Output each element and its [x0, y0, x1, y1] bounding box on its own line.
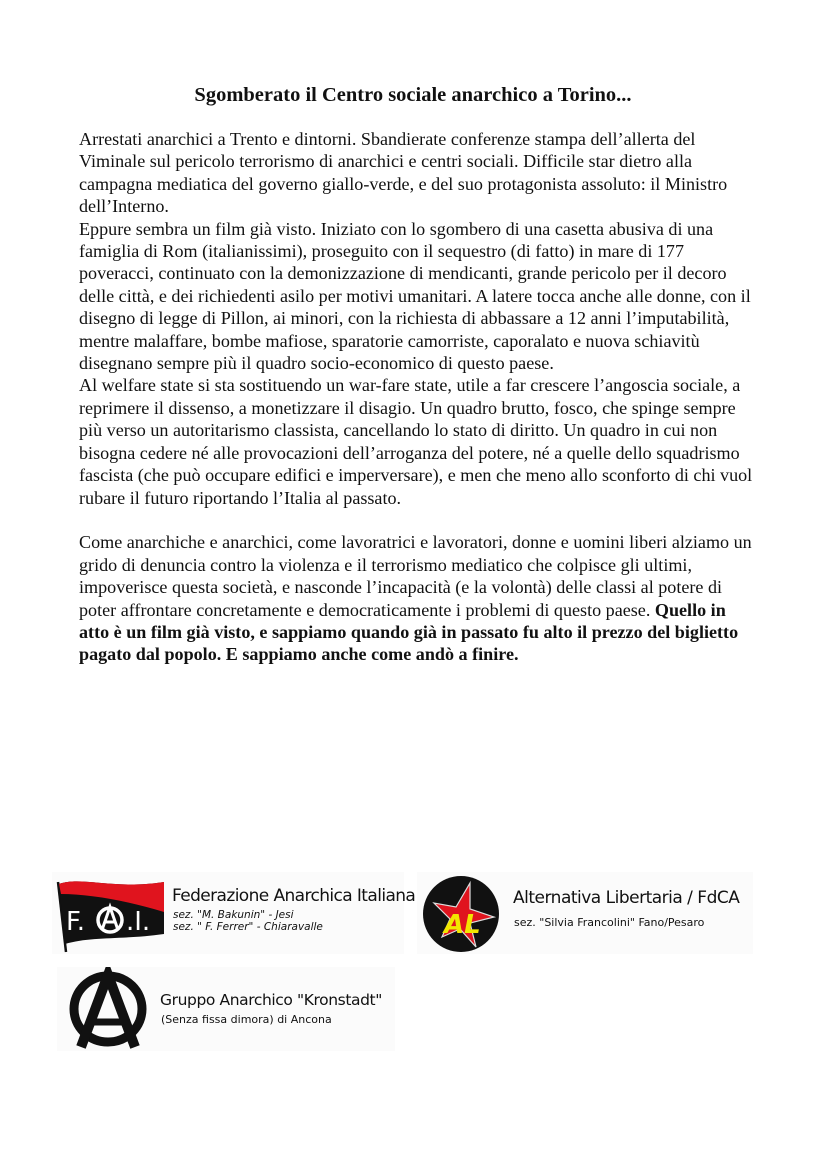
al-logo [417, 872, 753, 954]
anarchy-a-icon [63, 967, 153, 1051]
svg-text:.I.: .I. [126, 907, 151, 937]
fai-flag-text: F. [66, 907, 86, 937]
fai-line-2: sez. " F. Ferrer" - Chiaravalle [173, 921, 323, 933]
paragraph-gap [79, 509, 759, 531]
paragraph-4 [79, 531, 759, 665]
al-name: Alternativa Libertaria / FdCA [513, 888, 740, 908]
fai-name: Federazione Anarchica Italiana [172, 886, 416, 906]
document-title: Sgomberato il Centro sociale anarchico a Torino... [194, 84, 632, 106]
fai-flag-icon [52, 872, 172, 954]
paragraph-3: Al welfare state si sta sostituendo un war-fare state, utile a far crescere l’angoscia sociale, a reprimere il dissenso, a monetizzare il disagio. Un quadro brutto, fosco, che spinge sempre più verso un autoritarismo classista, cancellando lo stato di diritto. Un quadro in cui non bisogna cedere né alle provocazioni dell’arroganza del potere, né a quelle dello squadrismo fascista (che può occupare edifici e imperversare), e men che meno allo sconforto di chi vuol rubare il futuro riportando l’Italia al passato. [79, 375, 753, 508]
al-line-1: sez. "Silvia Francolini" Fano/Pesaro [514, 916, 705, 929]
al-badge-text: AL [444, 910, 481, 940]
document-body [79, 128, 759, 666]
paragraph-1: Arrestati anarchici a Trento e dintorni. Sbandierate conferenze stampa dell’allerta del Viminale sul pericolo terrorismo di anarchici e centri sociali. Difficile star dietro alla campagna mediatica del governo giallo-verde, e del suo protagonista assoluto: il Ministro dell’Interno. [79, 129, 728, 217]
kronstadt-logo [57, 967, 395, 1051]
paragraph-4-bold: Quello in atto è un film già visto, e sappiamo quando già in passato fu alto il prezzo del biglietto pagato dal popolo. E sappiamo anche come andò a finire. [79, 599, 739, 665]
paragraph-4-regular: Come anarchiche e anarchici, come lavoratrici e lavoratori, donne e uomini liberi alziamo un grido di denuncia contro la violenza e il terrorismo mediatico che colpisce gli ultimi, impoverisce questa società, e nasconde l’incapacità (e la volontà) delle classi al potere di poter affrontare concretamente e democraticamente i problemi di questo paese. [79, 532, 752, 620]
kronstadt-name: Gruppo Anarchico "Kronstadt" [160, 991, 382, 1009]
fai-line-1: sez. "M. Bakunin" - Jesi [173, 909, 294, 921]
kronstadt-line-1: (Senza fissa dimora) di Ancona [161, 1013, 332, 1026]
paragraph-2: Eppure sembra un film già visto. Iniziato con lo sgombero di una casetta abusiva di una famiglia di Rom (italianissimi), proseguito con il sequestro (di fatto) in mare di 177 poveracci, continuato con la demonizzazione di mendicanti, grande pericolo per il decoro delle città, e dei richiedenti asilo per motivi umanitari. A latere tocca anche alle donne, con il disegno di legge di Pillon, ai minori, con la richiesta di abbassare a 12 anni l’imputabilità, mentre malaffare, bombe mafiose, sparatorie camorriste, caporalato e nuova schiavitù disegnano sempre più il quadro socio-economico di questo paese. [79, 218, 751, 374]
fai-logo [52, 872, 416, 954]
al-star-icon [420, 873, 502, 955]
